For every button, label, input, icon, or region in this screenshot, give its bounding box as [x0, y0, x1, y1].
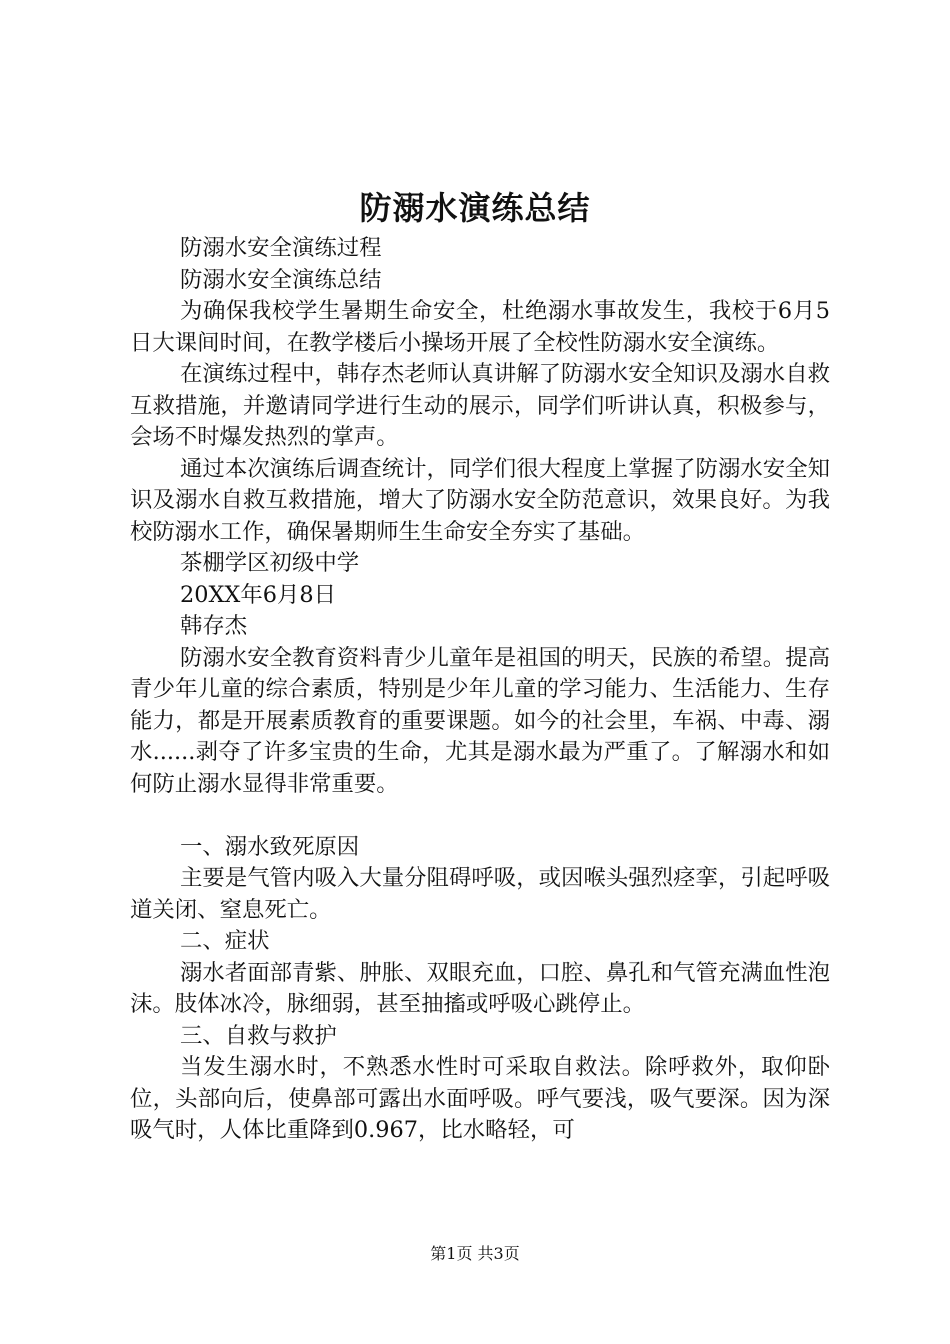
paragraph: 在演练过程中，韩存杰老师认真讲解了防溺水安全知识及溺水自救互救措施，并邀请同学进行生动的展示，同学们听讲认真，积极参与，会场不时爆发热烈的掌声。 [130, 361, 830, 450]
document-body [130, 233, 830, 1147]
paragraph: 防溺水安全演练过程 [180, 235, 382, 261]
section-heading: 二、症状 [180, 928, 270, 954]
document-title: 防溺水演练总结 [359, 189, 591, 227]
page-number: 第1页 [430, 1244, 473, 1263]
paragraph: 防溺水安全演练总结 [180, 266, 382, 293]
section-heading: 一、溺水致死原因 [180, 833, 360, 860]
signature-school: 茶棚学区初级中学 [180, 550, 360, 576]
paragraph: 溺水者面部青紫、肿胀、双眼充血，口腔、鼻孔和气管充满血性泡沫。肢体冰冷，脉细弱，甚至抽搐或呼吸心跳停止。 [130, 959, 830, 1017]
page-footer [0, 1243, 950, 1265]
section-heading: 三、自救与救护 [180, 1022, 337, 1049]
page-total: 共3页 [477, 1244, 520, 1263]
signature-date: 20XX年6月8日 [180, 581, 337, 608]
paragraph: 当发生溺水时，不熟悉水性时可采取自救法。除呼救外，取仰卧位，头部向后，使鼻部可露出水面呼吸。呼气要浅，吸气要深。因为深吸气时，人体比重降到0.967，比水略轻，可 [130, 1054, 830, 1143]
paragraph: 通过本次演练后调查统计，同学们很大程度上掌握了防溺水安全知识及溺水自救互救措施，增大了防溺水安全防范意识，效果良好。为我校防溺水工作，确保暑期师生生命安全夯实了基础。 [130, 455, 830, 545]
blank-line [130, 800, 830, 832]
paragraph: 为确保我校学生暑期生命安全，杜绝溺水事故发生，我校于6月5日大课间时间，在教学楼后小操场开展了全校性防溺水安全演练。 [130, 298, 830, 356]
paragraph: 防溺水安全教育资料青少儿童年是祖国的明天，民族的希望。提高青少年儿童的综合素质，特别是少年儿童的学习能力、生活能力、生存能力，都是开展素质教育的重要课题。如今的社会里，车祸、中毒、溺水......剥夺了许多宝贵的生命，尤其是溺水最为严重了。了解溺水和如何防止溺水显得非常重要。 [130, 644, 830, 797]
signature-author: 韩存杰 [180, 613, 248, 639]
paragraph: 主要是气管内吸入大量分阻碍呼吸，或因喉头强烈痉挛，引起呼吸道关闭、窒息死亡。 [130, 865, 830, 923]
